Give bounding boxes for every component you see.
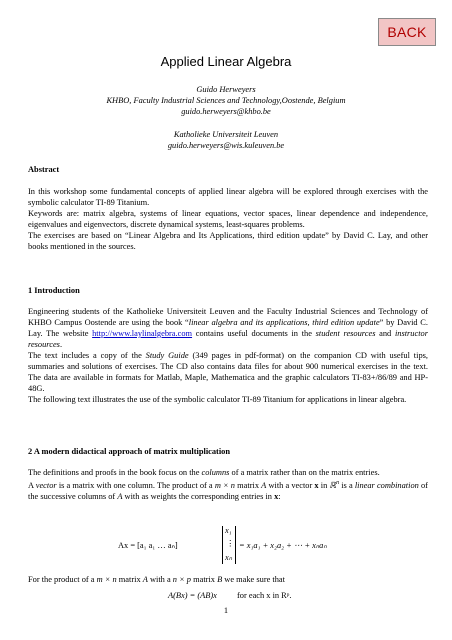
- author-name: Guido Herweyers: [196, 85, 256, 94]
- eq1-x-dots: ⋮: [226, 539, 235, 548]
- author-email: guido.herweyers@khbo.be: [181, 107, 271, 116]
- section1-p1: Engineering students of the Katholieke Universiteit Leuven and the Faculty Industrial Sciences and Technology of KHBO Campus Oostende are using the book “linear algebra and its applications, third edition update” by David C. Lay. The website http://www.laylinalgebra.com contains useful documents in the student resources and instructor resources.: [28, 307, 428, 349]
- equation-matrix-vector: [118, 524, 418, 568]
- section2-text: [28, 467, 428, 502]
- equation-associativity: [168, 591, 291, 600]
- page-number: 1: [223, 606, 229, 615]
- section2-heading: 2 A modern didactical approach of matrix multiplication: [28, 447, 231, 456]
- section1-p3: The following text illustrates the use of the symbolic calculator TI-89 Titanium for applications in linear algebra.: [28, 395, 407, 404]
- author-affiliation: KHBO, Faculty Industrial Sciences and Technology,Oostende, Belgium: [106, 96, 346, 105]
- eq2-text: for each x in Rᵖ.: [237, 591, 292, 600]
- section2-p2: A vector is a matrix with one column. The product of a m × n matrix A with a vector x in ℝ$^n$ is a linear combination of the successive columns of A with as weights the corresponding entries in x:: [28, 480, 428, 501]
- abstract-p2: Keywords are: matrix algebra, systems of linear equations, vector spaces, linear dependence and independence, eigenvalues and eigenvectors, discrete dynamical systems, least-squares problems.: [28, 209, 428, 229]
- eq1-x-top: x₁: [225, 526, 232, 535]
- paper-title: Applied Linear Algebra: [160, 54, 292, 69]
- eq2-formula: A(Bx) = (AB)x: [168, 591, 217, 600]
- abstract-p3: The exercises are based on “Linear Algebra and Its Applications, third edition update” by David C. Lay, and other books mentioned in the sources.: [28, 231, 428, 251]
- eq1-lhs: Ax = [a₁ a₁ … aₙ]: [118, 541, 178, 550]
- eq1-vector-bracket: [222, 526, 236, 564]
- section2-p1: The definitions and proofs in the book focus on the columns of a matrix rather than on the matrix entries.: [28, 468, 380, 477]
- eq1-x-bot: xₙ: [225, 553, 233, 562]
- section1-p2: The text includes a copy of the Study Guide (349 pages in pdf-format) on the companion CD with useful tips, summaries and solutions of exercises. The CD also contains data files for about 900 numerical exercises in the text. The data are available in formats for Matlab, Maple, Mathematica and the graphic calculators TI-83+/86/89 and HP-48G.: [28, 351, 428, 393]
- eq1-rhs: = x₁a₁ + x₂a₂ + ⋯ + xₙaₙ: [239, 541, 327, 550]
- abstract-text: [28, 186, 428, 252]
- website-link[interactable]: http://www.laylinalgebra.com: [92, 329, 193, 338]
- author-email-2: guido.herweyers@wis.kuleuven.be: [167, 141, 285, 150]
- section1-text: [28, 306, 428, 405]
- author-affiliation-2: Katholieke Universiteit Leuven: [173, 130, 279, 139]
- abstract-heading: Abstract: [28, 165, 60, 174]
- abstract-p1: In this workshop some fundamental concepts of applied linear algebra will be explored through exercises with the symbolic calculator TI-89 Titanium.: [28, 187, 428, 207]
- section1-heading: 1 Introduction: [28, 286, 80, 295]
- back-button[interactable]: BACK: [378, 18, 436, 46]
- section2-p3: For the product of a m × n matrix A with a n × p matrix B we make sure that: [28, 575, 285, 584]
